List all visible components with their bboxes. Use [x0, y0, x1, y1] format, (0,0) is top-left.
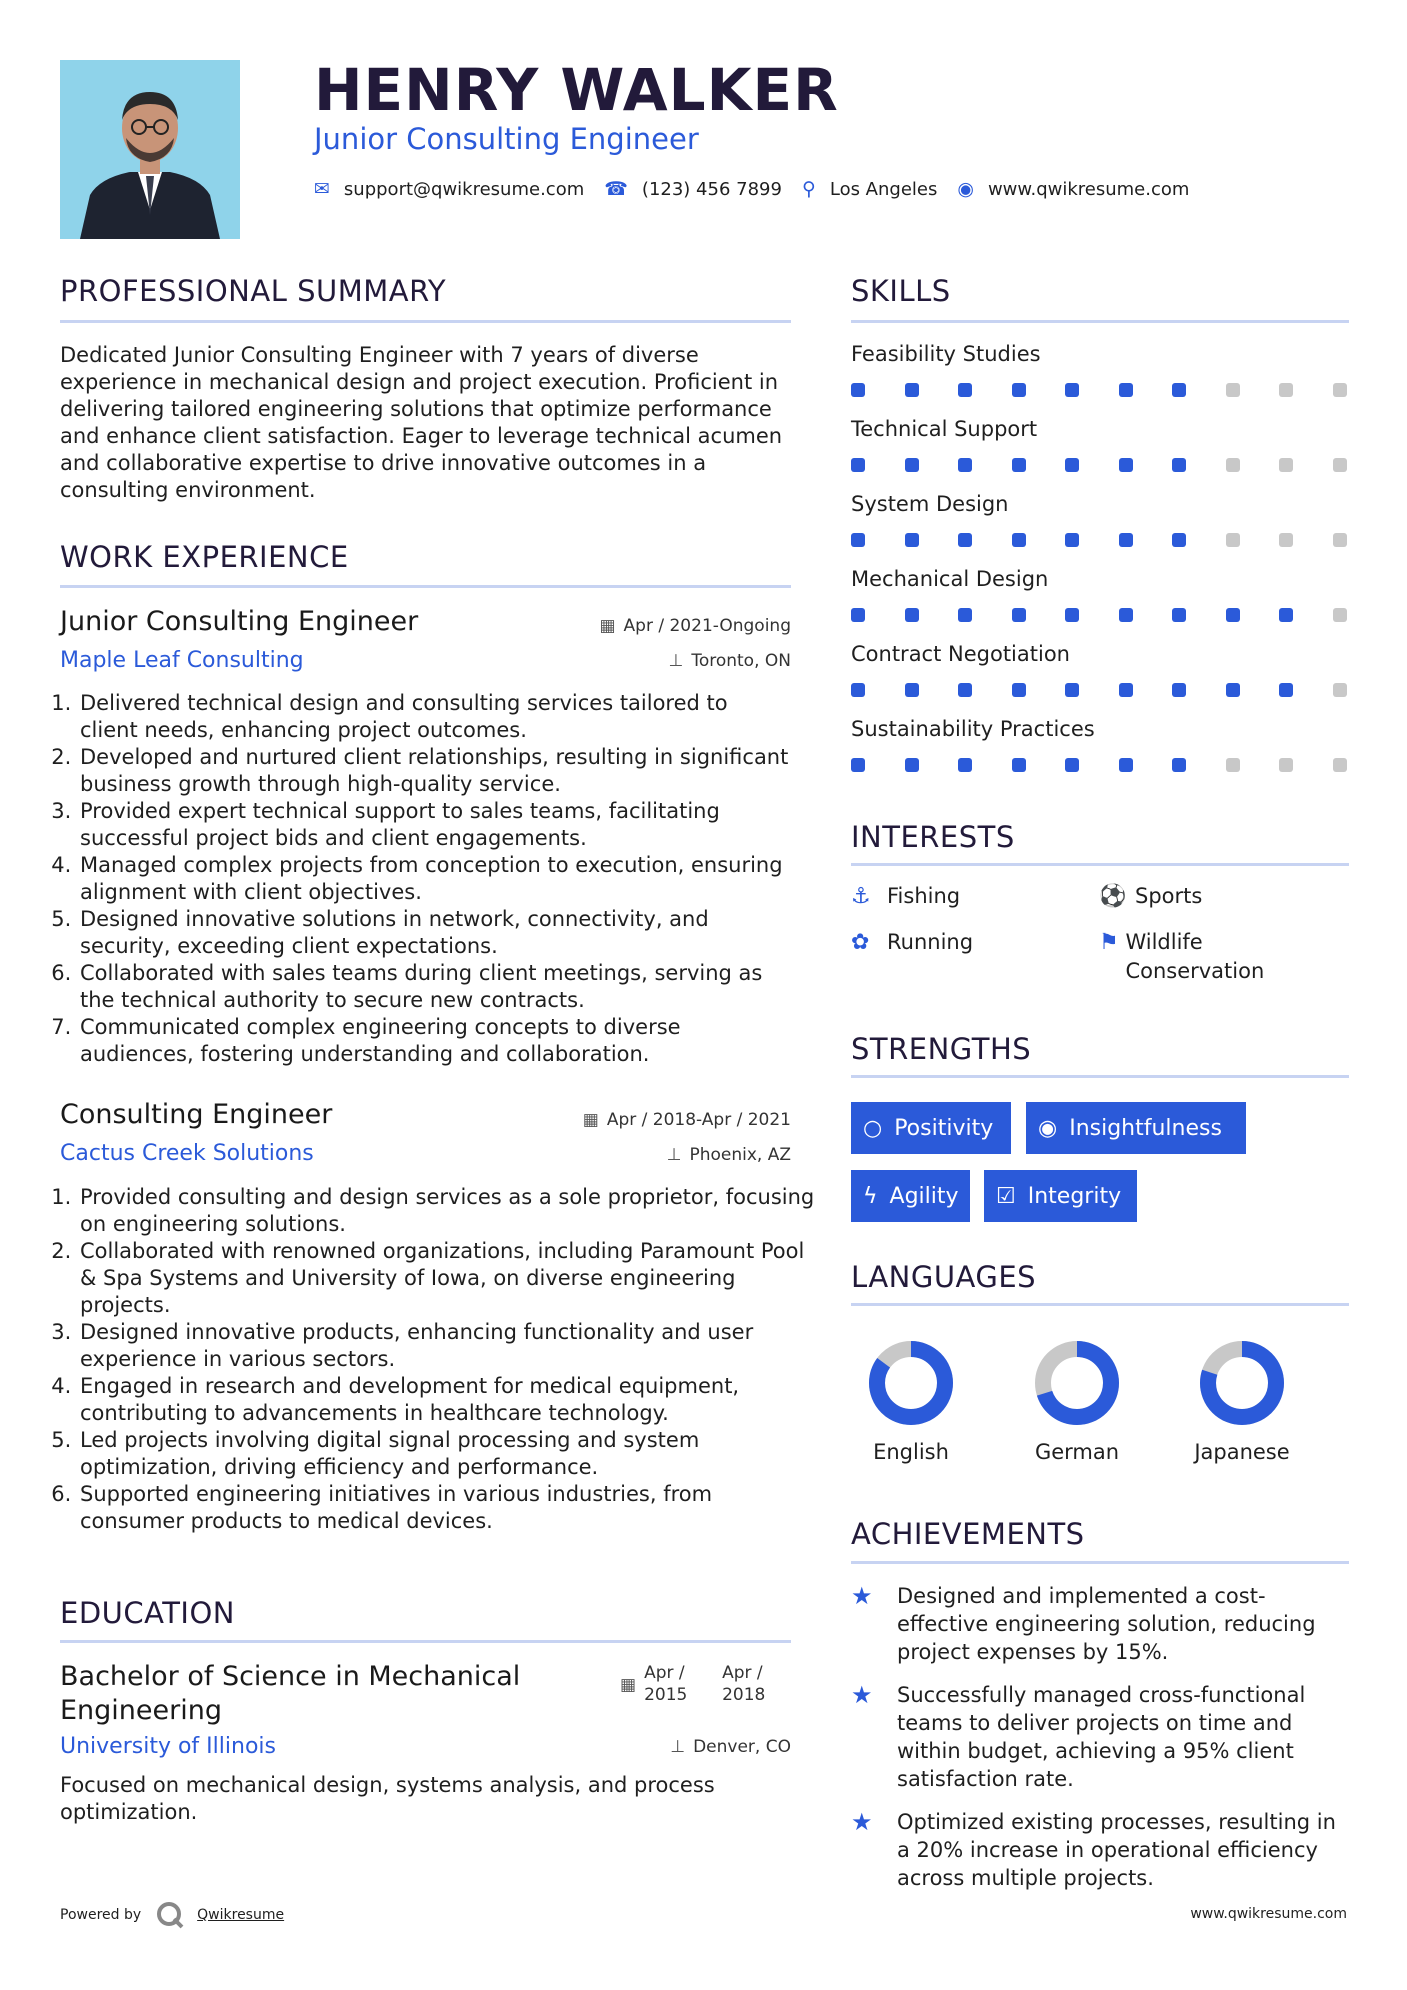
job-bullets [54, 690, 791, 1068]
list-item: 3. Provided expert technical support to sales teams, facilitating successful project bids and client engagements. [78, 798, 791, 852]
skill-label: System Design [851, 492, 1009, 516]
skill-dot-empty [1279, 383, 1293, 397]
skill-dot-filled [905, 383, 919, 397]
education-start: Apr / 2015 [644, 1663, 688, 1705]
skill-rating [851, 458, 1347, 472]
skill-dot-filled [905, 683, 919, 697]
profile-photo [60, 60, 240, 239]
skill-dot-filled [905, 533, 919, 547]
circle-notch-icon: ○ [863, 1115, 883, 1141]
list-item: 1. Delivered technical design and consulting services tailored to client needs, enhancing project outcomes. [78, 690, 791, 744]
skill-dot-empty [1333, 608, 1347, 622]
star-icon: ★ [851, 1681, 873, 1709]
skill-dot-filled [1012, 458, 1026, 472]
education-heading: EDUCATION [60, 1596, 236, 1630]
soccer-ball-icon: ⚽ [1099, 884, 1127, 909]
skill-dot-filled [905, 608, 919, 622]
strength-label: Agility [889, 1183, 959, 1209]
job-dates-text: Apr / 2018-Apr / 2021 [606, 1110, 791, 1130]
skill-label: Contract Negotiation [851, 642, 1070, 666]
skill-dot-filled [1065, 608, 1079, 622]
globe-icon: ◉ [957, 178, 974, 200]
achievement-item [851, 1808, 1351, 1892]
language-item [1007, 1338, 1147, 1464]
pin-icon: ⊥ [666, 1145, 682, 1165]
strength-tag-insightfulness [1026, 1102, 1246, 1154]
language-label: English [873, 1440, 949, 1464]
language-donut [866, 1338, 956, 1428]
experience-heading: WORK EXPERIENCE [60, 540, 349, 574]
job-location [667, 1145, 791, 1165]
education-location [670, 1737, 791, 1757]
skill-dot-filled [958, 383, 972, 397]
skill-dot-filled [851, 458, 865, 472]
achievement-item [851, 1681, 1351, 1793]
profile-portrait-icon [60, 60, 240, 239]
candidate-name: HENRY WALKER [314, 56, 839, 124]
skill-rating [851, 383, 1347, 397]
strength-label: Integrity [1027, 1183, 1122, 1209]
skill-dot-filled [905, 458, 919, 472]
skill-dot-filled [851, 383, 865, 397]
interest-fishing [851, 882, 960, 911]
skill-dot-empty [1226, 458, 1240, 472]
language-donut [1032, 1338, 1122, 1428]
skill-dot-filled [958, 608, 972, 622]
achievement-text: Optimized existing processes, resulting in a 20% increase in operational efficiency across multiple projects. [897, 1810, 1336, 1890]
skill-dot-filled [1226, 608, 1240, 622]
pin-icon: ⊥ [668, 651, 684, 671]
skill-dot-empty [1333, 383, 1347, 397]
footer-url[interactable]: www.qwikresume.com [1190, 1906, 1347, 1922]
list-item: 6. Collaborated with sales teams during client meetings, serving as the technical authority to secure new contracts. [78, 960, 791, 1014]
job-title: Consulting Engineer [60, 1099, 333, 1130]
job-dates [599, 616, 791, 636]
education-dates [620, 1662, 782, 1706]
footer-powered-by [60, 1900, 284, 1930]
pin-icon: ⊥ [670, 1737, 686, 1757]
education-description: Focused on mechanical design, systems analysis, and process optimization. [60, 1773, 715, 1824]
check-square-icon: ☑ [996, 1183, 1016, 1209]
contact-phone[interactable]: (123) 456 7899 [641, 178, 782, 200]
company-name: Maple Leaf Consulting [60, 648, 304, 673]
school-name: University of Illinois [60, 1734, 276, 1759]
job-dates-text: Apr / 2021-Ongoing [623, 616, 791, 636]
skill-dot-filled [958, 458, 972, 472]
job-title: Junior Consulting Engineer [60, 606, 419, 637]
paw-icon: ✿ [851, 930, 870, 955]
skill-dot-filled [1012, 683, 1026, 697]
language-label: Japanese [1194, 1440, 1290, 1464]
interest-label: Running [887, 930, 974, 954]
skill-dot-empty [1279, 458, 1293, 472]
skill-dot-filled [1065, 383, 1079, 397]
job-location [669, 651, 791, 671]
skill-dot-filled [1172, 608, 1186, 622]
skill-dot-filled [851, 533, 865, 547]
job-location-text: Toronto, ON [691, 651, 791, 671]
interest-wildlife [1099, 928, 1289, 986]
skill-dot-empty [1226, 758, 1240, 772]
skill-rating [851, 758, 1347, 772]
contact-email[interactable]: support@qwikresume.com [343, 178, 585, 200]
contact-website[interactable]: www.qwikresume.com [987, 178, 1190, 200]
skill-dot-empty [1279, 758, 1293, 772]
strength-label: Positivity [894, 1115, 994, 1141]
star-icon: ★ [851, 1582, 873, 1610]
list-item: 5. Designed innovative solutions in network, connectivity, and security, exceeding client expectations. [78, 906, 791, 960]
list-item: 7. Communicated complex engineering concepts to diverse audiences, fostering understanding and collaboration. [78, 1014, 791, 1068]
qwikresume-link[interactable]: Qwikresume [197, 1907, 285, 1923]
skill-dot-filled [1065, 458, 1079, 472]
strength-tag-positivity [851, 1102, 1011, 1154]
list-item: 4. Engaged in research and development for medical equipment, contributing to advancements in healthcare technology. [78, 1373, 815, 1427]
skill-label: Sustainability Practices [851, 717, 1095, 741]
achievements-heading: ACHIEVEMENTS [851, 1517, 1085, 1551]
achievement-text: Successfully managed cross-functional teams to deliver projects on time and within budget, achieving a 95% client satisfaction rate. [897, 1683, 1306, 1791]
candidate-title: Junior Consulting Engineer [314, 122, 699, 156]
language-item [1172, 1338, 1312, 1464]
skill-dot-empty [1226, 383, 1240, 397]
strength-label: Insightfulness [1069, 1115, 1222, 1141]
skill-label: Mechanical Design [851, 567, 1049, 591]
skill-label: Feasibility Studies [851, 342, 1041, 366]
skill-dot-filled [1119, 533, 1133, 547]
job-dates [583, 1110, 791, 1130]
interest-label: Fishing [887, 884, 961, 908]
experience-rule [60, 585, 791, 588]
summary-heading: PROFESSIONAL SUMMARY [60, 274, 447, 308]
list-item: 2. Collaborated with renowned organizations, including Paramount Pool & Spa Systems and University of Iowa, on diverse engineering projects. [78, 1238, 815, 1319]
skill-dot-filled [1172, 683, 1186, 697]
skill-label: Technical Support [851, 417, 1038, 441]
phone-icon: ☎ [604, 178, 628, 200]
flag-icon: ⚑ [1099, 930, 1119, 955]
skill-dot-filled [1119, 683, 1133, 697]
skill-dot-filled [1119, 383, 1133, 397]
skill-dot-filled [1279, 608, 1293, 622]
interests-rule [851, 863, 1349, 866]
skill-dot-empty [1279, 533, 1293, 547]
summary-rule [60, 320, 791, 323]
strengths-heading: STRENGTHS [851, 1032, 1032, 1066]
skill-dot-filled [1065, 533, 1079, 547]
skill-dot-empty [1333, 683, 1347, 697]
degree-title: Bachelor of Science in Mechanical Engineering [60, 1661, 521, 1726]
skill-dot-filled [1012, 608, 1026, 622]
list-item: 5. Led projects involving digital signal processing and system optimization, driving efficiency and performance. [78, 1427, 815, 1481]
list-item: 6. Supported engineering initiatives in various industries, from consumer products to medical devices. [78, 1481, 815, 1535]
skill-dot-filled [1012, 758, 1026, 772]
skill-dot-filled [1012, 533, 1026, 547]
skill-dot-filled [851, 608, 865, 622]
skill-dot-filled [1065, 758, 1079, 772]
skill-dot-filled [1226, 683, 1240, 697]
skill-dot-filled [1119, 608, 1133, 622]
skill-rating [851, 533, 1347, 547]
summary-text: Dedicated Junior Consulting Engineer with 7 years of diverse experience in mechanical design and project execution. Proficient in delivering tailored engineering solutions that optimize performance and enhance client satisfaction. Eager to leverage technical acumen and collaborative expertise to drive innovative outcomes in a consulting environment. [60, 343, 783, 502]
powered-by-text: Powered by [60, 1907, 142, 1923]
skill-dot-filled [1172, 758, 1186, 772]
skill-dot-filled [1012, 383, 1026, 397]
anchor-icon: ⚓ [851, 884, 871, 909]
skill-dot-filled [958, 683, 972, 697]
interest-label: Wildlife Conservation [1125, 930, 1265, 983]
education-rule [60, 1640, 791, 1643]
language-donut [1197, 1338, 1287, 1428]
skill-dot-filled [958, 758, 972, 772]
contact-bar [314, 178, 1209, 200]
map-pin-icon: ⚲ [801, 178, 816, 200]
skill-dot-filled [851, 758, 865, 772]
bolt-icon: ϟ [863, 1183, 878, 1209]
skill-dot-empty [1333, 458, 1347, 472]
languages-rule [851, 1303, 1349, 1306]
language-label: German [1034, 1440, 1120, 1464]
interest-sports [1099, 882, 1202, 911]
skill-dot-filled [1172, 383, 1186, 397]
skill-dot-filled [1172, 533, 1186, 547]
strength-tag-integrity [984, 1170, 1137, 1222]
interests-heading: INTERESTS [851, 820, 1015, 854]
qwikresume-logo-icon [155, 1900, 185, 1930]
skill-dot-filled [1172, 458, 1186, 472]
skill-dot-filled [958, 533, 972, 547]
education-location-text: Denver, CO [693, 1737, 791, 1757]
strength-tag-agility [851, 1170, 970, 1222]
skill-rating [851, 683, 1347, 697]
skill-dot-empty [1333, 758, 1347, 772]
interest-running [851, 928, 973, 957]
skill-dot-filled [1119, 758, 1133, 772]
skill-dot-empty [1226, 533, 1240, 547]
achievements-rule [851, 1561, 1349, 1564]
skill-dot-filled [905, 758, 919, 772]
calendar-icon: ▦ [582, 1110, 599, 1130]
skill-rating [851, 608, 1347, 622]
achievement-item [851, 1582, 1351, 1666]
star-icon: ★ [851, 1808, 873, 1836]
skills-rule [851, 320, 1349, 323]
eye-icon: ◉ [1038, 1115, 1058, 1141]
education-end: Apr / 2018 [722, 1663, 766, 1705]
skills-heading: SKILLS [851, 274, 951, 308]
calendar-icon: ▦ [599, 616, 616, 636]
skill-dot-filled [1065, 683, 1079, 697]
envelope-icon: ✉ [314, 178, 330, 200]
list-item: 4. Managed complex projects from conception to execution, ensuring alignment with client objectives. [78, 852, 791, 906]
language-item [841, 1338, 981, 1464]
languages-heading: LANGUAGES [851, 1260, 1037, 1294]
list-item: 3. Designed innovative products, enhancing functionality and user experience in various sectors. [78, 1319, 815, 1373]
skill-dot-filled [851, 683, 865, 697]
achievement-text: Designed and implemented a cost-effective engineering solution, reducing project expenses by 15%. [897, 1584, 1316, 1664]
strengths-rule [851, 1075, 1349, 1078]
interest-label: Sports [1135, 884, 1203, 908]
skill-dot-empty [1333, 533, 1347, 547]
list-item: 1. Provided consulting and design services as a sole proprietor, focusing on engineering solutions. [78, 1184, 815, 1238]
contact-location: Los Angeles [829, 178, 938, 200]
skill-dot-filled [1279, 683, 1293, 697]
job-location-text: Phoenix, AZ [689, 1145, 791, 1165]
list-item: 2. Developed and nurtured client relationships, resulting in significant business growth through high-quality service. [78, 744, 791, 798]
skill-dot-filled [1119, 458, 1133, 472]
company-name: Cactus Creek Solutions [60, 1141, 314, 1166]
calendar-icon: ▦ [620, 1675, 637, 1695]
job-bullets [54, 1184, 815, 1535]
